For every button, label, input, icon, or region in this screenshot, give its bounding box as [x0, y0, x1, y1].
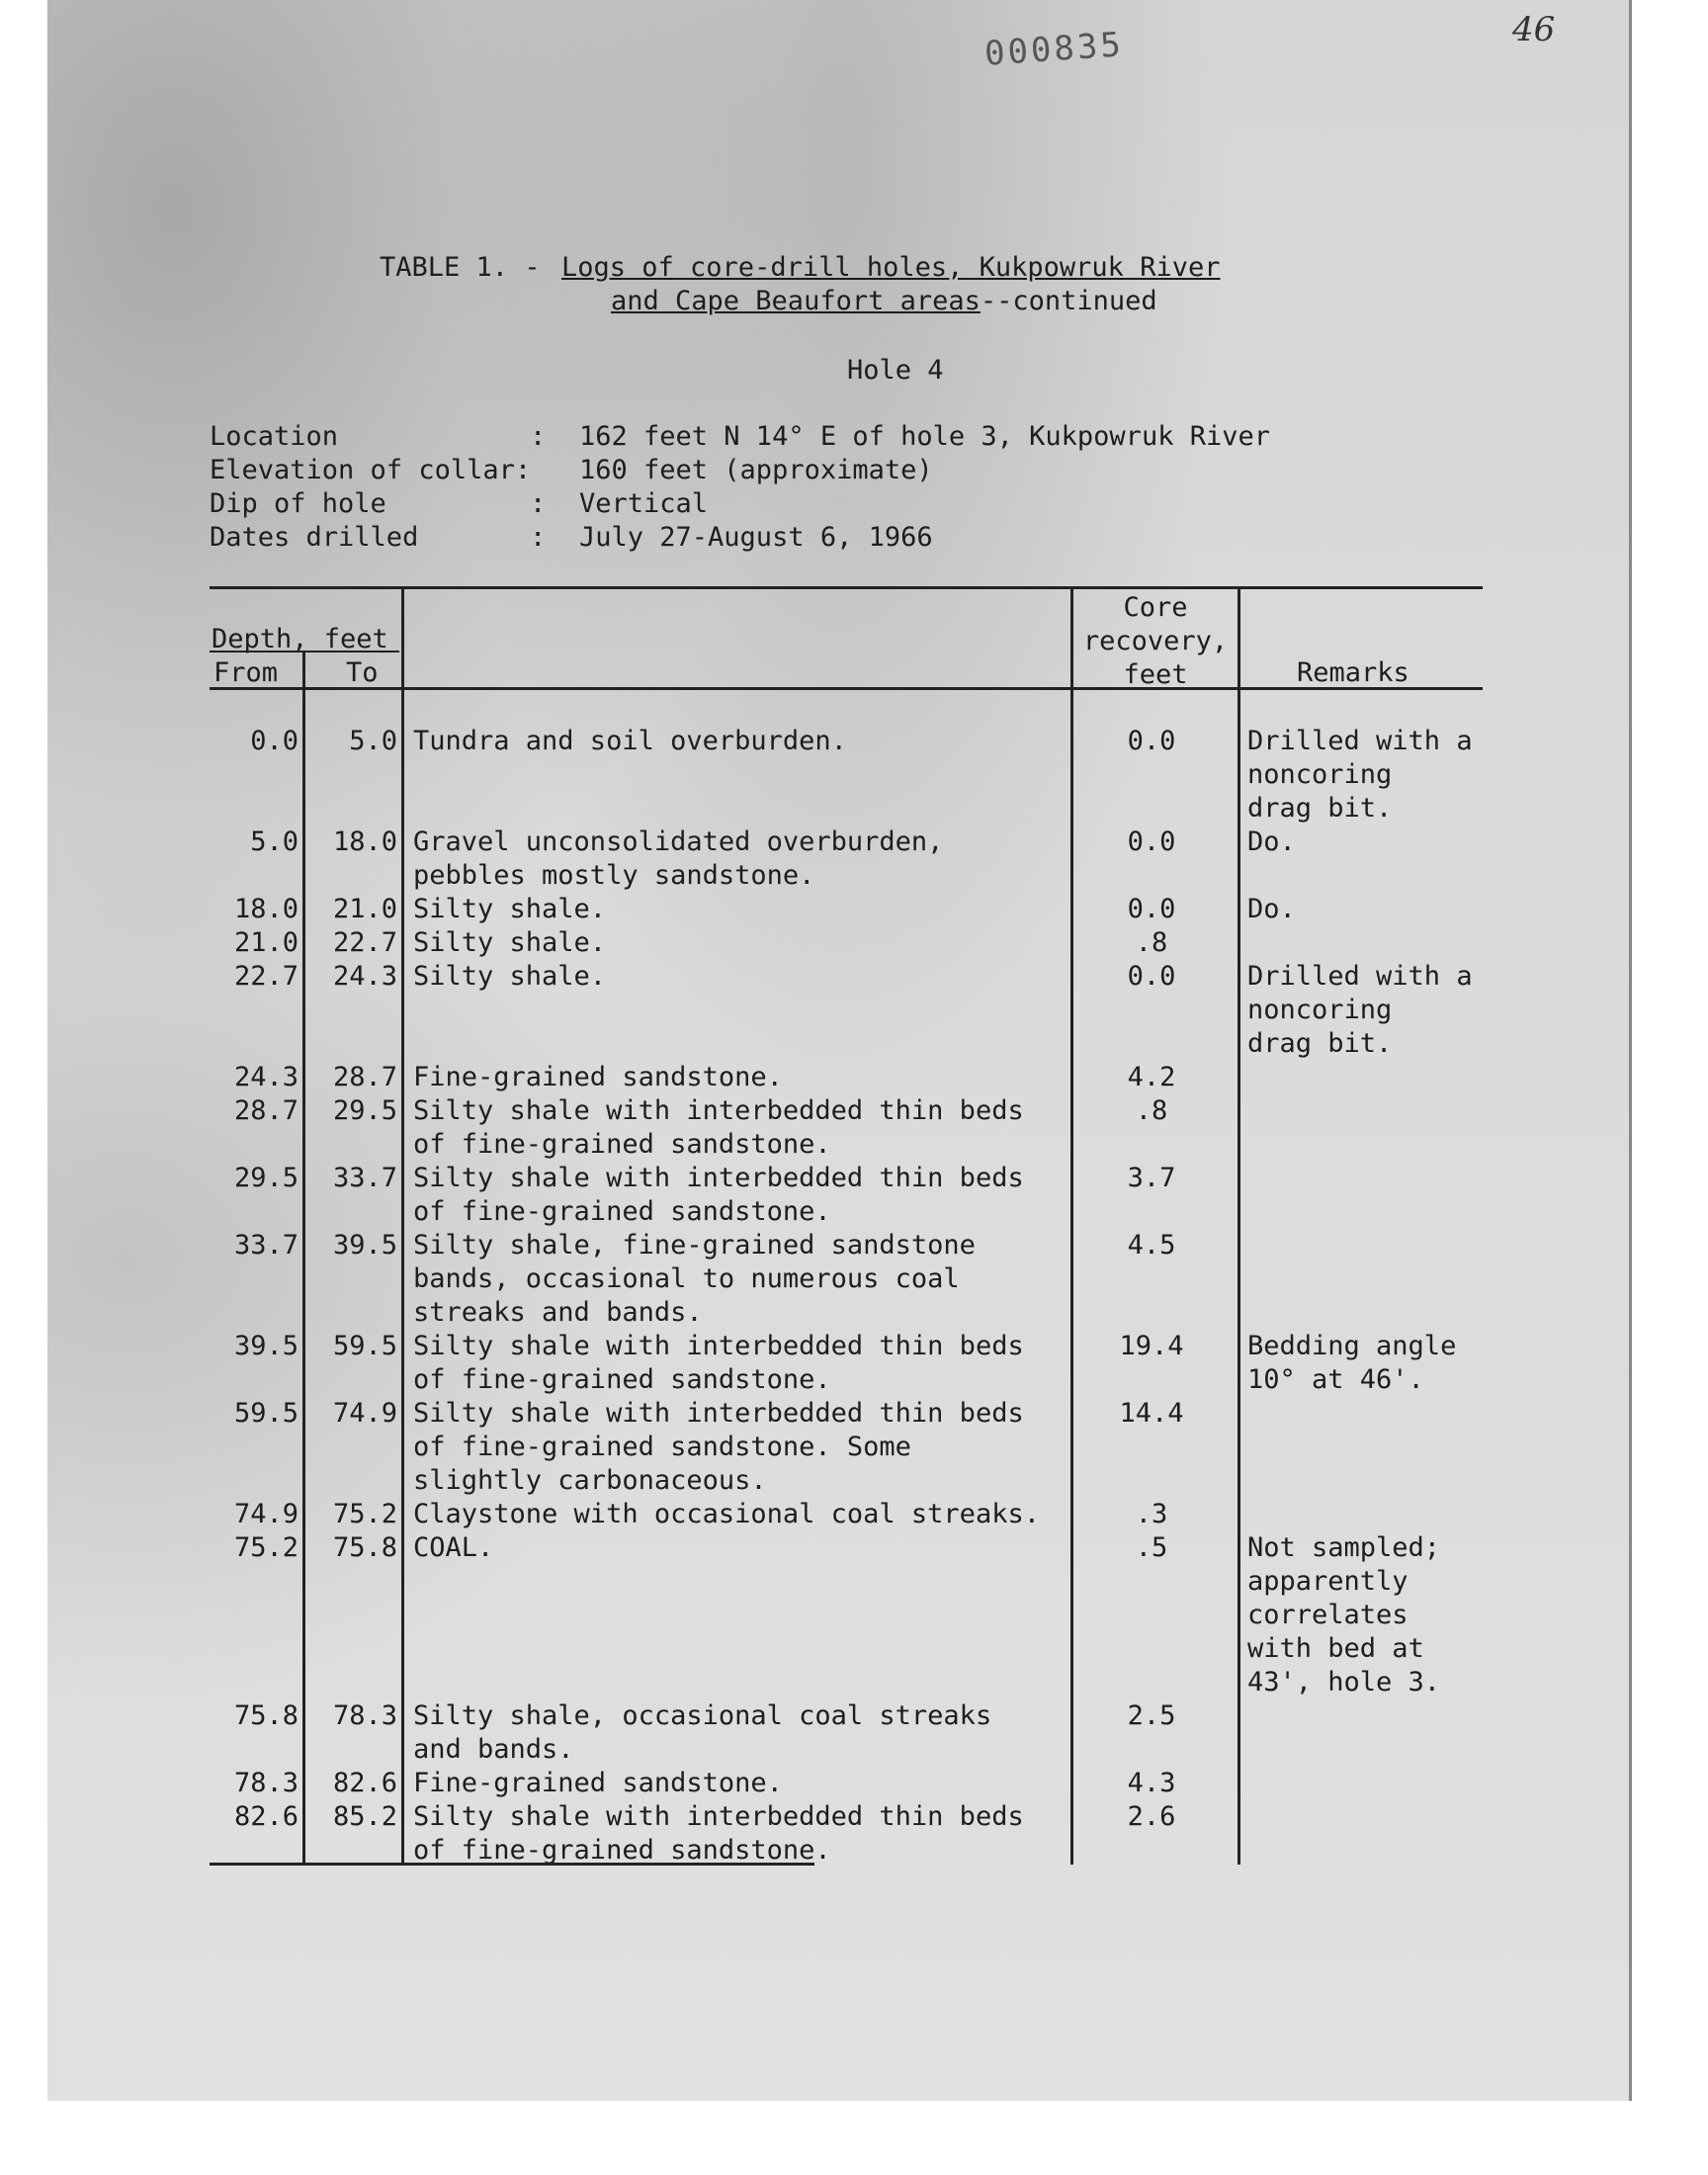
cell-remarks: Bedding angle 10° at 46'.: [1247, 1331, 1457, 1395]
cell-to: 22.7: [332, 927, 397, 958]
cell-core-recovery: .8: [1135, 927, 1168, 958]
cell-core-recovery: 0.0: [1127, 961, 1176, 992]
cell-from: 75.8: [233, 1700, 299, 1731]
meta-colon: :: [530, 488, 547, 519]
cell-core-recovery: 4.3: [1127, 1768, 1176, 1798]
cell-from: 78.3: [233, 1768, 299, 1798]
cell-from: 33.7: [233, 1230, 299, 1261]
meta-label-location: Location: [210, 421, 339, 452]
cell-from: 59.5: [233, 1398, 299, 1429]
cell-remarks: Drilled with a noncoring drag bit.: [1247, 726, 1473, 824]
cell-remarks: Drilled with a noncoring drag bit.: [1247, 961, 1473, 1059]
cell-core-recovery: 0.0: [1127, 726, 1176, 756]
cell-from: 28.7: [233, 1095, 299, 1126]
cell-from: 5.0: [250, 826, 299, 857]
meta-value-location: 162 feet N 14° E of hole 3, Kukpowruk River: [579, 421, 1270, 452]
cell-from: 0.0: [250, 726, 299, 756]
cell-core-recovery: .8: [1135, 1095, 1168, 1126]
cell-description: Silty shale with interbedded thin beds of fine-grained sandstone.: [413, 1801, 1024, 1866]
meta-colon: :: [530, 522, 547, 553]
meta-colon: :: [530, 421, 547, 452]
cell-to: 33.7: [332, 1163, 397, 1193]
meta-label-elevation: Elevation of collar:: [210, 455, 532, 485]
cell-core-recovery: 0.0: [1127, 894, 1176, 924]
cell-remarks: Do.: [1247, 826, 1296, 857]
cell-description: Silty shale with interbedded thin beds of fine-grained sandstone. Some slightly carbonaceous.: [413, 1398, 1024, 1496]
table-title-line1: Logs of core-drill holes, Kukpowruk River: [561, 252, 1221, 283]
column-divider-from-to: [302, 652, 305, 1863]
cell-description: COAL.: [413, 1532, 494, 1563]
cell-to: 18.0: [332, 826, 397, 857]
meta-value-dip: Vertical: [579, 488, 709, 519]
column-divider-depth-description: [401, 586, 404, 1863]
cell-description: Fine-grained sandstone.: [413, 1062, 783, 1092]
header-depth: Depth, feet: [212, 624, 388, 654]
cell-core-recovery: 2.6: [1127, 1801, 1176, 1832]
header-to: To: [346, 657, 379, 688]
header-remarks: Remarks: [1297, 657, 1409, 688]
cell-core-recovery: 3.7: [1127, 1163, 1176, 1193]
cell-core-recovery: .3: [1135, 1499, 1168, 1529]
cell-to: 82.6: [332, 1768, 397, 1798]
cell-core-recovery: .5: [1135, 1532, 1168, 1563]
cell-description: Fine-grained sandstone.: [413, 1768, 783, 1798]
cell-description: Tundra and soil overburden.: [413, 726, 847, 756]
cell-description: Claystone with occasional coal streaks.: [413, 1499, 1040, 1529]
cell-description: Silty shale, fine-grained sandstone bands, occasional to numerous coal streaks and bands.: [413, 1230, 976, 1328]
document-stamp-number: 000835: [982, 25, 1126, 74]
cell-to: 24.3: [332, 961, 397, 992]
cell-core-recovery: 4.2: [1127, 1062, 1176, 1092]
cell-description: Silty shale.: [413, 927, 607, 958]
cell-from: 22.7: [233, 961, 299, 992]
table-title-prefix: TABLE 1. -: [380, 252, 541, 283]
meta-value-elevation: 160 feet (approximate): [579, 455, 933, 485]
cell-from: 29.5: [233, 1163, 299, 1193]
cell-from: 18.0: [233, 894, 299, 924]
cell-to: 39.5: [332, 1230, 397, 1261]
cell-description: Gravel unconsolidated overburden, pebbles mostly sandstone.: [413, 826, 944, 891]
cell-from: 39.5: [233, 1331, 299, 1361]
cell-from: 75.2: [233, 1532, 299, 1563]
cell-description: Silty shale with interbedded thin beds of fine-grained sandstone.: [413, 1331, 1024, 1395]
cell-from: 82.6: [233, 1801, 299, 1832]
cell-to: 78.3: [332, 1700, 397, 1731]
cell-description: Silty shale.: [413, 961, 607, 992]
cell-core-recovery: 4.5: [1127, 1230, 1176, 1261]
cell-from: 24.3: [233, 1062, 299, 1092]
cell-to: 21.0: [332, 894, 397, 924]
cell-description: Silty shale with interbedded thin beds of fine-grained sandstone.: [413, 1163, 1024, 1227]
meta-value-dates: July 27-August 6, 1966: [579, 522, 933, 553]
column-divider-recovery-remarks: [1238, 586, 1240, 1865]
cell-to: 74.9: [332, 1398, 397, 1429]
cell-to: 75.8: [332, 1532, 397, 1563]
cell-from: 21.0: [233, 927, 299, 958]
table-title-line2: and Cape Beaufort areas--continued: [611, 286, 1157, 316]
cell-to: 28.7: [332, 1062, 397, 1092]
hole-heading: Hole 4: [847, 355, 944, 386]
handwritten-page-number: 46: [1512, 10, 1556, 49]
cell-to: 59.5: [332, 1331, 397, 1361]
column-divider-description-recovery: [1070, 586, 1073, 1865]
header-from: From: [214, 657, 279, 688]
cell-remarks: Do.: [1247, 894, 1296, 924]
meta-label-dates: Dates drilled: [210, 522, 419, 553]
cell-core-recovery: 2.5: [1127, 1700, 1176, 1731]
cell-to: 75.2: [332, 1499, 397, 1529]
cell-to: 29.5: [332, 1095, 397, 1126]
header-core-recovery: Core recovery, feet: [1082, 592, 1229, 690]
cell-description: Silty shale.: [413, 894, 607, 924]
cell-description: Silty shale with interbedded thin beds of fine-grained sandstone.: [413, 1095, 1024, 1160]
cell-from: 74.9: [233, 1499, 299, 1529]
cell-core-recovery: 19.4: [1119, 1331, 1184, 1361]
cell-to: 5.0: [349, 726, 397, 756]
meta-label-dip: Dip of hole: [210, 488, 386, 519]
cell-core-recovery: 14.4: [1119, 1398, 1184, 1429]
cell-core-recovery: 0.0: [1127, 826, 1176, 857]
cell-remarks: Not sampled; apparently correlates with bed at 43', hole 3.: [1247, 1532, 1441, 1697]
cell-description: Silty shale, occasional coal streaks and bands.: [413, 1700, 992, 1765]
cell-to: 85.2: [332, 1801, 397, 1832]
